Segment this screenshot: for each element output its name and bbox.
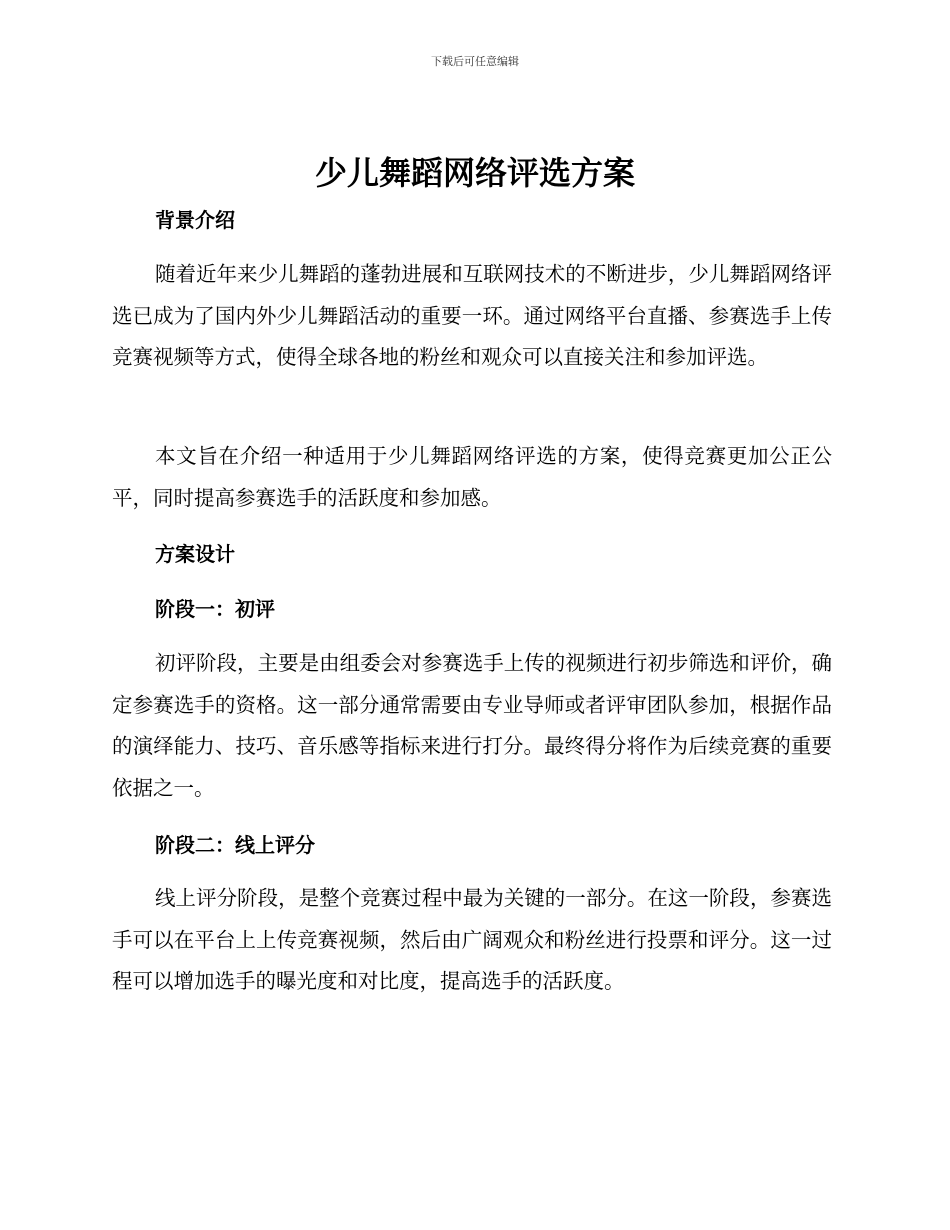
background-paragraph-1-block bbox=[112, 254, 832, 379]
design-section-heading-block bbox=[112, 541, 832, 567]
stage1-paragraph-block bbox=[112, 643, 832, 809]
stage2-paragraph: 线上评分阶段，是整个竞赛过程中最为关键的一部分。在这一阶段，参赛选手可以在平台上上传竞赛视频，然后由广阔观众和粉丝进行投票和评分。这一过程可以增加选手的曝光度和对比度，提高选手的活跃度。 bbox=[112, 886, 832, 993]
page-header-note: 下载后可任意编辑 bbox=[431, 55, 519, 68]
background-paragraph-2-block bbox=[112, 436, 832, 519]
stage1-heading-block bbox=[112, 596, 832, 622]
stage2-paragraph-block bbox=[112, 878, 832, 1003]
document-title: 少儿舞蹈网络评选方案 bbox=[314, 154, 635, 192]
background-paragraph-1: 随着近年来少儿舞蹈的蓬勃进展和互联网技术的不断进步，少儿舞蹈网络评选已成为了国内外少儿舞蹈活动的重要一环。通过网络平台直播、参赛选手上传竞赛视频等方式，使得全球各地的粉丝和观众可以直接关注和参加评选。 bbox=[112, 262, 832, 369]
stage2-heading-block bbox=[112, 832, 832, 858]
stage1-heading: 阶段一：初评 bbox=[155, 597, 275, 621]
background-paragraph-2: 本文旨在介绍一种适用于少儿舞蹈网络评选的方案，使得竞赛更加公正公平，同时提高参赛选手的活跃度和参加感。 bbox=[112, 444, 832, 510]
design-heading: 方案设计 bbox=[155, 542, 235, 566]
background-section-heading-block bbox=[112, 207, 832, 233]
background-heading: 背景介绍 bbox=[155, 208, 235, 232]
stage2-heading: 阶段二：线上评分 bbox=[155, 833, 315, 857]
stage1-paragraph: 初评阶段，主要是由组委会对参赛选手上传的视频进行初步筛选和评价，确定参赛选手的资格。这一部分通常需要由专业导师或者评审团队参加，根据作品的演绎能力、技巧、音乐感等指标来进行打分。最终得分将作为后续竞赛的重要依据之一。 bbox=[112, 651, 832, 800]
